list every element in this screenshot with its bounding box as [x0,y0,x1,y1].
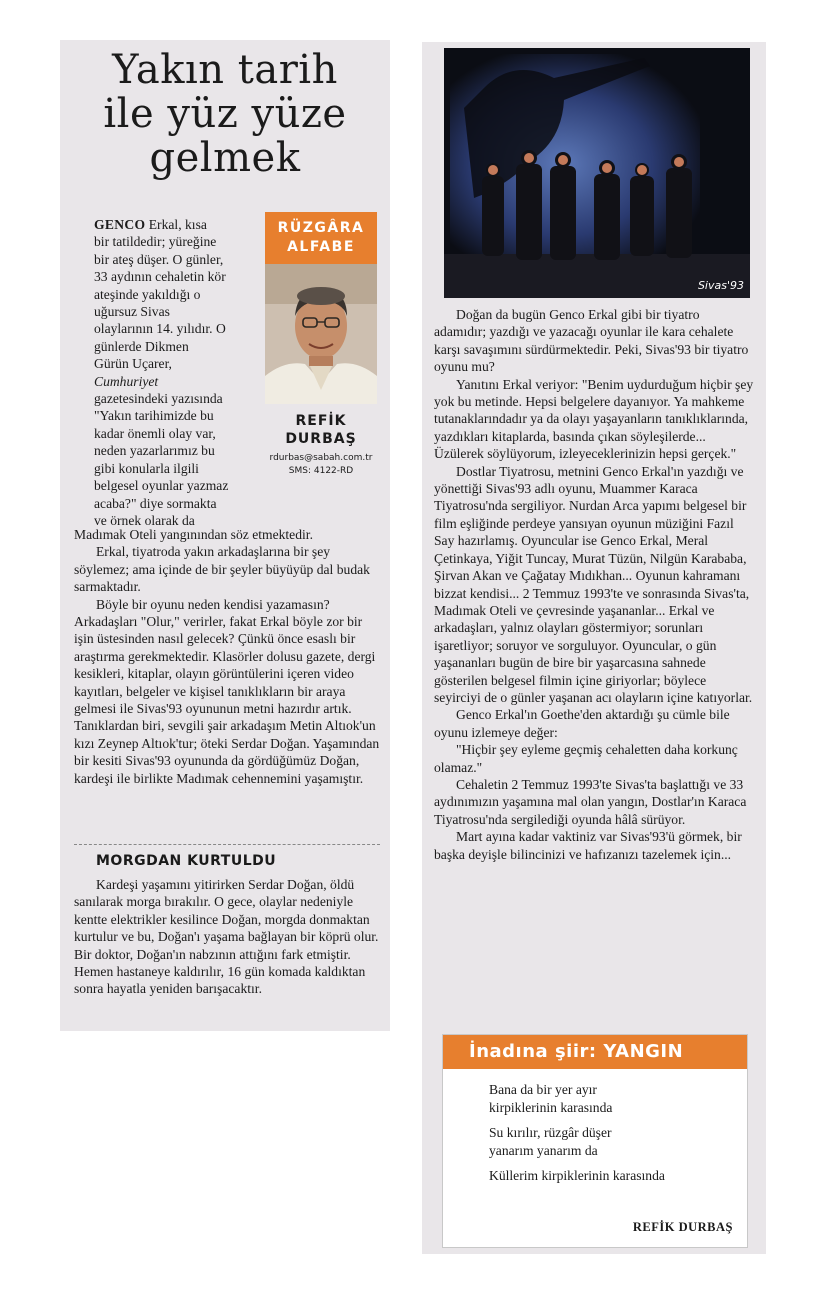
intro-line [94,442,256,459]
intro-line-text: ve örnek olarak da [94,512,195,528]
paragraph: Kardeşi yaşamını yitirirken Serdar Doğan, öldü sanılarak morga bırakılır. O gece, olaylar nedeniyle kentte elektrikler kesilince Doğan, morgda donmaktan kurtulur ve bu, Doğan'ı yaşama bağlayan bir köprü olur. Bir doktor, Doğan'ın nabzının attığını fark etmiştir. Hemen hastaneye kaldırılır, 16 gün komada kaldıktan sonra hayatla yeniden barışacaktır. [74,877,379,997]
intro-line-text: Gürün Uçarer, [94,356,172,372]
author-email: rdurbas@sabah.com.tr [269,453,373,463]
poem-body [443,1069,747,1185]
paragraph: Böyle bir oyunu neden kendisi yazamasın? Arkadaşları "Olur," verirler, fakat Erkal böyle zor bir işin üstesinden nasıl gelecek? Çünkü önce esaslı bir araştırma gerekmektedir. Klasörler dolusu gazete, dergi kesikleri, kitaplar, olayın görüntülerini içeren video kayıtları, belgeler ve kişisel tanıklıkların bir araya gelmesi ile Sivas'93 oyununun metni hazırdır artık. Tanıklardan biri, sevgili şair arkadaşım Metin Altıok'un kızı Zeynep Altıok'tur; öteki Serdar Doğan. Yaşamından bir kesiti Sivas'93 oyununda da gördüğümüz Doğan, kardeşi ile birlikte Madımak cehennemini yaşamıştır. [74,596,380,786]
quote-paragraph: "Hiçbir şey eyleme geçmiş cehaletten daha korkunç olamaz." [434,742,738,775]
intro-line-text: günlerde Dikmen [94,338,189,354]
intro-line-text: ateşinde yakıldığı o [94,286,201,302]
rubric-line: RÜZGÂRA [277,220,365,236]
intro-line-text: neden yazarlarımız bu [94,443,215,459]
intro-line [94,216,256,233]
intro-line-text: bir ateş düşer. O günler, [94,251,224,267]
columnist-box [265,212,377,482]
author-sms: SMS: 4122-RD [288,466,354,476]
poem-stanza [489,1081,747,1116]
intro-line [94,320,256,337]
intro-line [94,303,256,320]
intro-line [94,355,256,372]
right-article-clipping [422,42,766,1254]
left-article-clipping [60,40,390,1031]
intro-line [94,425,256,442]
subhead-block [74,844,380,869]
paragraph: Genco Erkal'ın Goethe'den aktardığı şu cümle bile oyunu izlemeye değer: [434,707,730,740]
intro-line-text: uğursuz Sivas [94,304,170,320]
intro-line [94,233,256,250]
column-rubric [265,212,377,264]
paragraph: Yanıtını Erkal veriyor: "Benim uydurduğum hiçbir şey yok bu metinde. Hepsi belgelere dayanıyor. Ya mahkeme tutanaklarındadır ya da olayı yaşayanların tanıklıklarında, yazdıkları kitaplarda, basında çıkan söyleşilerde... Üzülerek söylüyorum, izleyeceklerinizin hepsi gerçek." [434,376,754,462]
intro-line-text: gibi konularla ilgili [94,460,199,476]
paragraph: Madımak Oteli yangınından söz etmektedir. [74,527,313,542]
intro-line [94,495,256,512]
intro-line [94,338,256,355]
intro-line-text: gazetesindeki yazısında [94,391,223,407]
headline [60,48,390,180]
paragraph: Erkal, tiyatroda yakın arkadaşlarına bir şey söylemez; ama içinde de bir şeyler büyüyüp dal budak sarmaktadır. [74,544,370,595]
poem-author: REFİK DURBAŞ [632,1220,733,1234]
intro-line [94,477,256,494]
subhead-rule [74,844,380,845]
intro-line-text: Erkal, kısa [145,217,207,232]
poem-stanza [489,1124,747,1159]
intro-line-text: "Yakın tarihimizde bu [94,408,214,424]
paragraph: Doğan da bugün Genco Erkal gibi bir tiyatro adamıdır; yazdığı ve yazacağı oyunlar ile kara cehalete karşı savaşımını sürdürmektedir. Peki, Sivas'93 bir tiyatro oyunu mu? [434,307,749,375]
poem-line: Su kırılır, rüzgâr düşer [489,1125,612,1140]
intro-line [94,390,256,407]
main-article-text [74,526,380,787]
poem-title: İnadına şiir: YANGIN [443,1035,747,1069]
intro-line-text: kadar önemli olay var, [94,425,216,441]
intro-line-text: bir tatildedir; yüreğine [94,234,217,250]
poem-line: kirpiklerinin karasında [489,1099,613,1115]
intro-line [94,373,256,390]
right-article-text [434,306,754,863]
intro-line-text: acaba?" diye sormakta [94,495,217,511]
stage-scene-image [444,48,750,298]
intro-line-text: 33 aydının cehaletin kör [94,269,226,285]
headline-line: Yakın tarih [112,47,338,93]
intro-paragraph [94,216,256,529]
intro-line [94,251,256,268]
poem-stanza [489,1167,747,1185]
photo-caption: Sivas'93 [697,279,744,292]
headline-line: ile yüz yüze [103,91,347,137]
closing-paragraph-block [74,876,380,998]
rubric-line: ALFABE [287,239,355,255]
intro-line-text: belgesel oyunlar yazmaz [94,478,229,494]
poem-line: Küllerim kirpiklerinin karasında [489,1168,665,1183]
author-first-name: REFİK [295,413,347,429]
author-name [265,412,377,448]
intro-line-text: Cumhuriyet [94,373,159,389]
poem-line: yanarım yanarım da [489,1142,598,1158]
intro-line [94,286,256,303]
author-contact [265,452,377,478]
paragraph: Cehaletin 2 Temmuz 1993'te Sivas'ta başlattığı ve 33 aydınımızın yaşamına mal olan yangın, Dostlar'ın Karaca Tiyatrosu'nda sergilediği oyunda hâlâ sürüyor. [434,776,747,827]
stage-photo [444,48,750,298]
intro-line-text: olaylarının 14. yılıdır. O [94,321,226,337]
subhead: MORGDAN KURTULDU [96,853,277,869]
author-portrait-image [265,264,377,404]
intro-line [94,268,256,285]
poem-line: Bana da bir yer ayır [489,1082,597,1097]
headline-line: gelmek [149,135,301,181]
paragraph: Dostlar Tiyatrosu, metnini Genco Erkal'ın yazdığı ve yönettiği Sivas'93 adlı oyunu, Muammer Karaca Tiyatrosu'nda sergiliyor. Nurdan Arca yapımı belgesel bir film eşliğinde perdeye yansıyan oyunun müziğini Fazıl Say hazırlamış. Oyuncular ise Genco Erkal, Meral Çetinkaya, Yiğit Tuncay, Murat Tüzün, Nilgün Karababa, Şirvan Akan ve Çağatay Mıdıkhan... Oyunun kahramanı bizzat kendisi... 2 Temmuz 1993'te ve sonrasında Sivas'ta, Madımak Oteli ve çevresinde yaşananlar... Erkal ve arkadaşları, yalnız olayları göstermiyor; sorunları işaretliyor; soruyor ve sorguluyor. Oyuncular, o gün yaşananları bugün de bire bir yaşarcasına sahnede gösterilen belgesel filmin içine giriyorlar; böylece seyirciyi de o günler yaşanan acı olayların içine katıyorlar. [434,463,753,705]
lead-word: GENCO [94,217,146,232]
author-portrait [265,264,377,404]
intro-line [94,407,256,424]
paragraph: Mart ayına kadar vaktiniz var Sivas'93'ü görmek, bir başka deyişle bilincinizi ve hafızanızı tazelemek için... [434,829,742,862]
author-last-name: DURBAŞ [285,431,357,447]
intro-line [94,460,256,477]
poem-box [442,1034,748,1248]
